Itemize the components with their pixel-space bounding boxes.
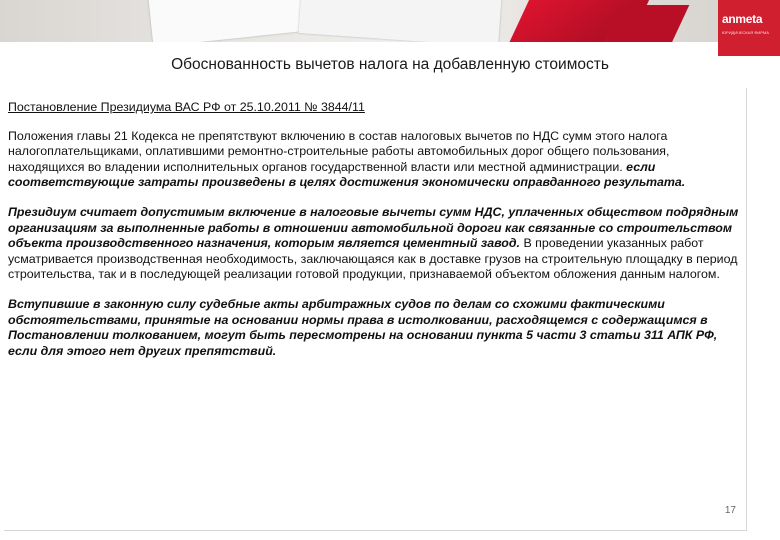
logo-text: anmeta [722, 12, 763, 26]
paragraph-3: Вступившие в законную силу судебные акты арбитражных судов по делам со схожими фактическими обстоятельствами, принятые на основании нормы права в истолковании, расходящемся с содержащимся в Постановлении толкованием, могут быть пересмотрены на основании пункта 5 части 3 статьи 311 АПК РФ, если для этого нет других препятствий. [8, 296, 718, 358]
slide-title: Обоснованность вычетов налога на добавленную стоимость [171, 56, 609, 73]
slide-content [8, 100, 743, 373]
page-number: 17 [724, 505, 736, 516]
header-banner-photo [0, 0, 780, 42]
paragraph-2 [8, 205, 743, 283]
paragraph-1-text: Положения главы 21 Кодекса не препятствуют включению в состав налоговых вычетов по НДС сумм этого налога налогоплательщиками, оплатившими ремонтно-строительные работы автомобильных дорог общего пользования, находящихся во владении исполнительных органов государственной власти или местной администрации. [8, 128, 670, 174]
paragraph-2-emphasis: Президиум считает допустимым включение в налоговые вычеты сумм НДС, уплаченных обществом подрядным организациям за выполненные работы в отношении автомобильной дороги как связанные со строительством объекта производственного назначения, которым является цементный завод. [8, 204, 739, 251]
paragraph-2-text: В проведении указанных работ усматривается производственная необходимость, заключающаяся как в доставке грузов на строительную площадку в период строительства, так и в последующей реализации готовой продукции, признаваемой объектом обложения данным налогом. [8, 236, 738, 282]
company-logo [718, 0, 780, 56]
court-ruling-reference: Постановление Президиума ВАС РФ от 25.10.2011 № 3844/11 [8, 100, 365, 114]
paragraph-1-emphasis: если соответствующие затраты произведены в целях достижения экономически оправданного результата. [8, 159, 686, 190]
paragraph-1 [8, 129, 743, 191]
banner-document-sheet [298, 0, 501, 42]
logo-subtitle: ЮРИДИЧЕСКАЯ ФИРМА [722, 30, 769, 35]
